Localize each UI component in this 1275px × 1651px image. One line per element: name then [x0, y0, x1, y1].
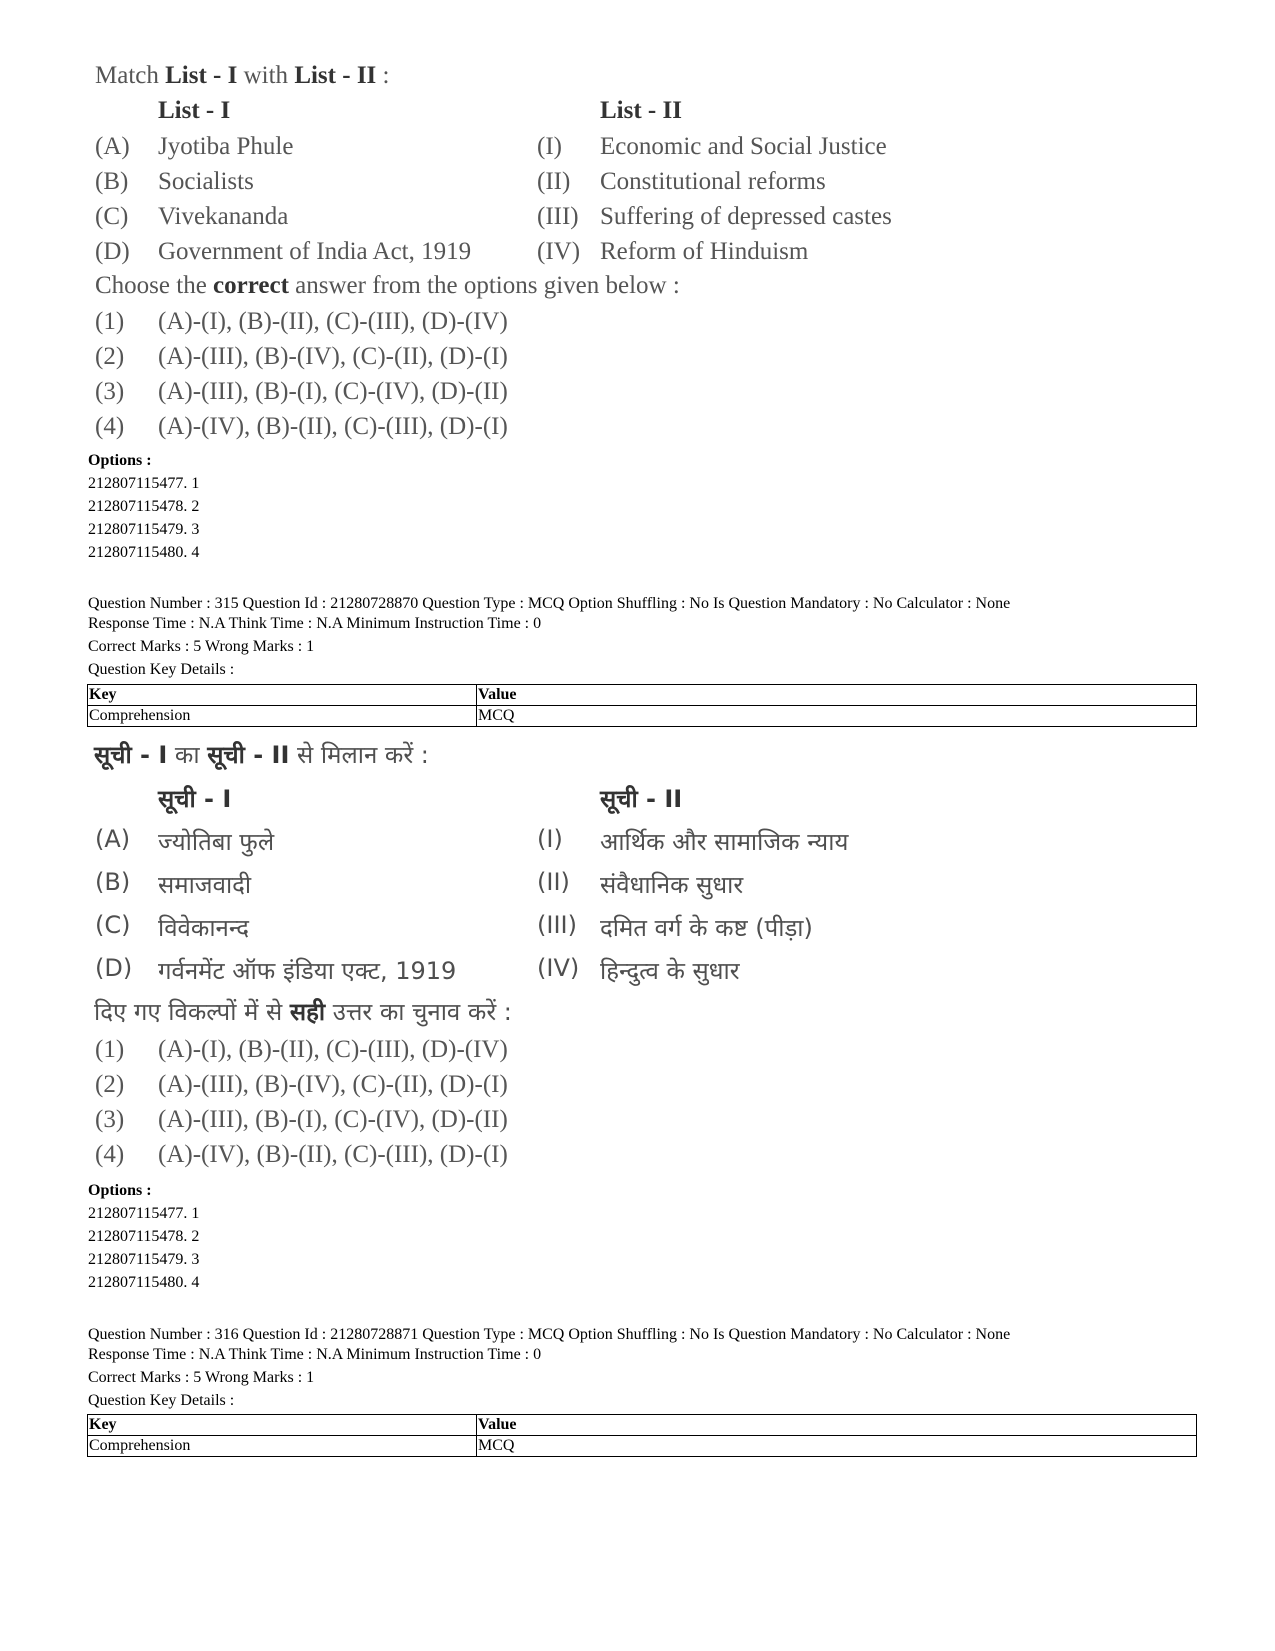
question-marks-line: Correct Marks : 5 Wrong Marks : 1	[88, 638, 315, 655]
question-314-english-image: Match List - I with List - II : List - I List - II (A) Jyotiba Phule (I) Economic and Social Justice (B) Socialists (II) Constitutional reforms (C) Vivekananda (III) Suffering of depressed castes (D) Government of India Act, 1919 (IV) Reform of Hinduism Choose the correct answer from the options given below : (1) (A)-(I), (B)-(II), (C)-(III), (D)-(IV) (2) (A)-(III), (B)-(IV), (C)-(II), (D)-(I) (3) (A)-(III), (B)-(I), (C)-(IV), (D)-(II) (4) (A)-(IV), (B)-(II), (C)-(III), (D)-(I)	[95, 62, 892, 440]
question-key-table	[87, 1414, 1197, 1457]
question-315-hindi-image: सूची - I का सूची - II से मिलान करें : सूची - I सूची - II (A) ज्योतिबा फुले (I) आर्थिक और सामाजिक न्याय (B) समाजवादी (II) संवैधानिक सुधार (C) विवेकानन्द (III) दमित वर्ग के कष्ट (पीड़ा) (D) गर्वनमेंट ऑफ इंडिया एक्ट, 1919 (IV) हिन्दुत्व के सुधार दिए गए विकल्पों में से सही उत्तर का चुनाव करें : (1) (A)-(I), (B)-(II), (C)-(III), (D)-(IV) (2) (A)-(III), (B)-(IV), (C)-(II), (D)-(I) (3) (A)-(III), (B)-(I), (C)-(IV), (D)-(II) (4) (A)-(IV), (B)-(II), (C)-(III), (D)-(I)	[0, 0, 1275, 1180]
choose-instruction: Choose the correct answer from the options given below :	[95, 272, 680, 299]
table-header-row	[88, 1415, 1197, 1436]
table-row	[88, 1436, 1197, 1457]
question-info-line: Question Number : 316 Question Id : 21280728871 Question Type : MCQ Option Shuffling : No Is Question Mandatory : No Calculator : None	[88, 1326, 1011, 1343]
table-cell: Comprehension	[88, 706, 477, 727]
question-key-details-label: Question Key Details :	[88, 661, 235, 678]
question-time-line: Response Time : N.A Think Time : N.A Minimum Instruction Time : 0	[88, 1346, 542, 1363]
option-item: 212807115480. 4	[88, 544, 200, 561]
option-item: 212807115478. 2	[88, 498, 200, 515]
question-316-header	[88, 1323, 1198, 1412]
table-cell: Key	[88, 1415, 477, 1436]
table-cell: MCQ	[477, 706, 1197, 727]
option-item: 212807115477. 1	[88, 1205, 200, 1222]
question-time-line: Response Time : N.A Think Time : N.A Minimum Instruction Time : 0	[88, 615, 542, 632]
question-marks-line: Correct Marks : 5 Wrong Marks : 1	[88, 1369, 315, 1386]
option-item: 212807115480. 4	[88, 1274, 200, 1291]
table-cell: MCQ	[477, 1436, 1197, 1457]
table-cell: Value	[477, 685, 1197, 706]
options-block	[88, 1179, 1198, 1294]
choose-instruction: दिए गए विकल्पों में से सही उत्तर का चुनाव करें :	[94, 998, 512, 1026]
options-label: Options :	[88, 452, 152, 469]
question-info-line: Question Number : 315 Question Id : 21280728870 Question Type : MCQ Option Shuffling : No Is Question Mandatory : No Calculator : None	[88, 595, 1011, 612]
list-2-label: List - II	[600, 97, 682, 124]
question-key-details-label: Question Key Details :	[88, 1392, 235, 1409]
match-heading: Match List - I with List - II :	[95, 62, 390, 89]
list-1-label: सूची - I	[158, 785, 232, 813]
table-cell: Comprehension	[88, 1436, 477, 1457]
options-label: Options :	[88, 1182, 152, 1199]
option-item: 212807115479. 3	[88, 1251, 200, 1268]
table-cell: Value	[477, 1415, 1197, 1436]
list-2-label: सूची - II	[600, 785, 683, 813]
option-item: 212807115478. 2	[88, 1228, 200, 1245]
match-heading: सूची - I का सूची - II से मिलान करें :	[94, 741, 429, 769]
option-item: 212807115479. 3	[88, 521, 200, 538]
table-cell: Key	[88, 685, 477, 706]
list-1-label: List - I	[158, 97, 231, 124]
option-item: 212807115477. 1	[88, 475, 200, 492]
